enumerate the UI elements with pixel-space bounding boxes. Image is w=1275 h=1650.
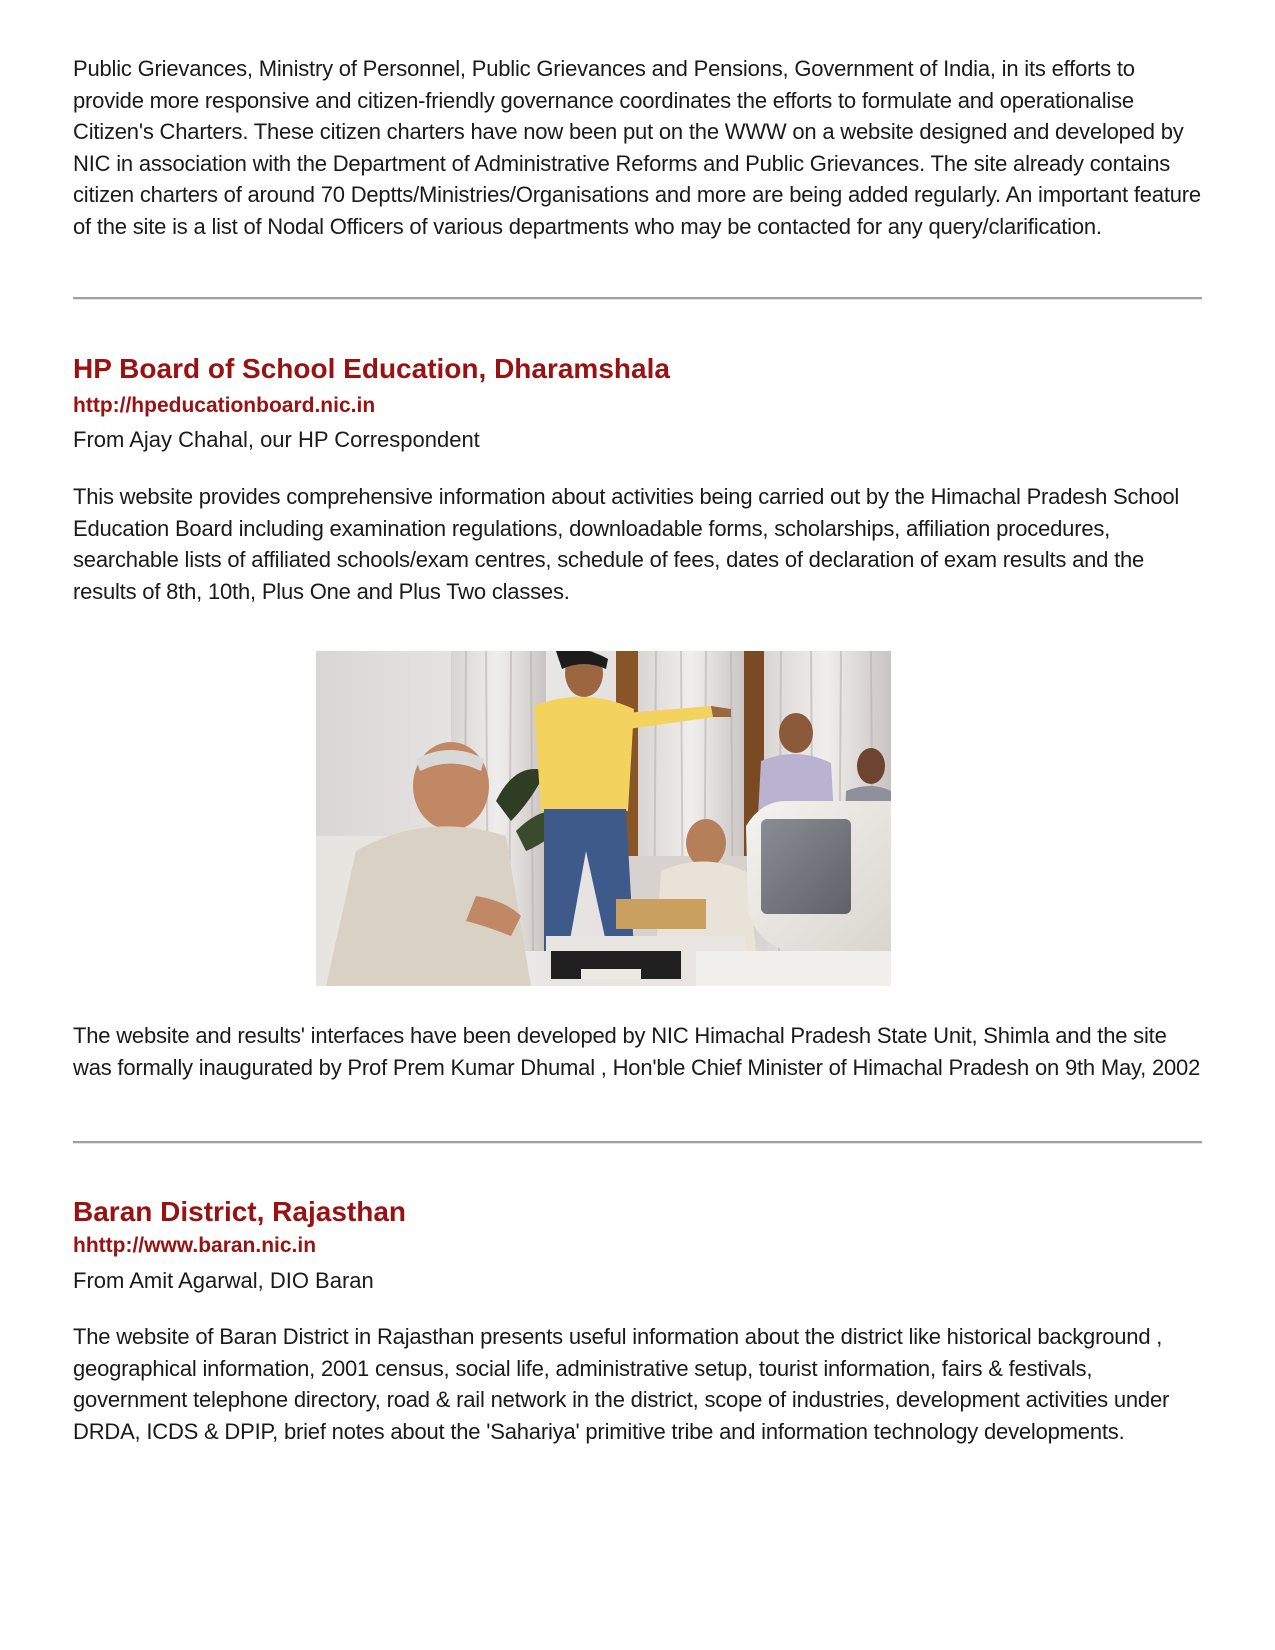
inauguration-photo xyxy=(316,651,891,986)
section-divider xyxy=(73,1141,1202,1144)
hp-board-photo-caption: The website and results' interfaces have been developed by NIC Himachal Pradesh State Unit, Shimla and the site was formally inaugurated by Prof Prem Kumar Dhumal , Hon'ble Chief Minister of Himachal Pradesh on 9th May, 2002 xyxy=(73,1023,1201,1080)
intro-paragraph: Public Grievances, Ministry of Personnel, Public Grievances and Pensions, Government of India, in its efforts to provide more responsive and citizen-friendly governance coordinates the efforts to formulate and operationalise Citizen's Charters. These citizen charters have now been put on the WWW on a website designed and developed by NIC in association with the Department of Administrative Reforms and Public Grievances. The site already contains citizen charters of around 70 Deptts/Ministries/Organisations and more are being added regularly. An important feature of the site is a list of Nodal Officers of various departments who may be contacted for any query/clarification. xyxy=(73,56,1201,239)
hp-board-description: This website provides comprehensive information about activities being carried out by the Himachal Pradesh School Education Board including examination regulations, downloadable forms, scholarships, affiliation procedures, searchable lists of affiliated schools/exam centres, schedule of fees, dates of declaration of exam results and the results of 8th, 10th, Plus One and Plus Two classes. xyxy=(73,484,1180,604)
section-divider xyxy=(73,297,1202,300)
baran-byline: From Amit Agarwal, DIO Baran xyxy=(73,1268,374,1293)
hp-board-title: HP Board of School Education, Dharamshala xyxy=(73,353,670,384)
baran-url-link[interactable]: hhttp://www.baran.nic.in xyxy=(73,1234,317,1257)
baran-description: The website of Baran District in Rajasthan presents useful information about the district like historical background , geographical information, 2001 census, social life, administrative setup, tourist information, fairs & festivals, government telephone directory, road & rail network in the district, scope of industries, development activities under DRDA, ICDS & DPIP, brief notes about the 'Sahariya' primitive tribe and information technology developments. xyxy=(73,1324,1170,1444)
hp-board-url-link[interactable]: http://hpeducationboard.nic.in xyxy=(73,394,376,417)
baran-title: Baran District, Rajasthan xyxy=(73,1196,406,1227)
hp-board-byline: From Ajay Chahal, our HP Correspondent xyxy=(73,427,480,452)
